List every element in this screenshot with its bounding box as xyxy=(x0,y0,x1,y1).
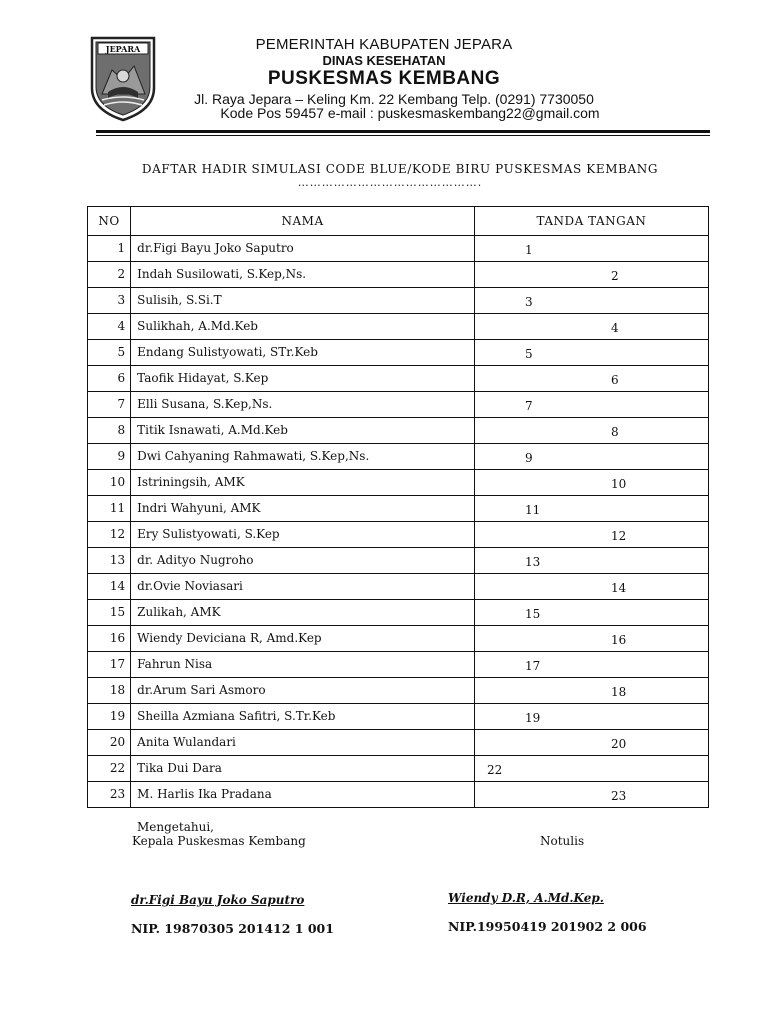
attendee-name: Taofik Hidayat, S.Kep xyxy=(131,366,475,392)
row-number: 18 xyxy=(88,678,131,704)
attendance-table-body xyxy=(88,236,709,808)
table-row xyxy=(88,574,709,600)
table-row xyxy=(88,392,709,418)
head-of-puskesmas-label: Kepala Puskesmas Kembang xyxy=(132,834,306,848)
attendee-name: Tika Dui Dara xyxy=(131,756,475,782)
header-divider-thin xyxy=(96,135,710,136)
signature-cell xyxy=(474,756,708,782)
row-number: 12 xyxy=(88,522,131,548)
signature-cell xyxy=(474,418,708,444)
attendee-name: dr.Arum Sari Asmoro xyxy=(131,678,475,704)
signature-cell xyxy=(474,652,708,678)
attendee-name: dr. Adityo Nugroho xyxy=(131,548,475,574)
row-number: 10 xyxy=(88,470,131,496)
signature-number: 13 xyxy=(524,555,541,569)
attendee-name: Elli Susana, S.Kep,Ns. xyxy=(131,392,475,418)
signature-number: 7 xyxy=(524,399,533,413)
signature-cell xyxy=(474,626,708,652)
column-header-no: NO xyxy=(88,207,131,236)
right-signatory-name: Wiendy D.R, A.Md.Kep. xyxy=(448,891,604,905)
signature-cell xyxy=(474,496,708,522)
attendee-name: dr.Figi Bayu Joko Saputro xyxy=(131,236,475,262)
attendee-name: Titik Isnawati, A.Md.Keb xyxy=(131,418,475,444)
attendee-name: Sulisih, S.Si.T xyxy=(131,288,475,314)
attendee-name: Sheilla Azmiana Safitri, S.Tr.Keb xyxy=(131,704,475,730)
table-row xyxy=(88,418,709,444)
row-number: 1 xyxy=(88,236,131,262)
header-address-line: Jl. Raya Jepara – Keling Km. 22 Kembang Telp. (0291) 7730050 xyxy=(194,91,594,107)
table-row xyxy=(88,704,709,730)
header-institution-name: PUSKESMAS KEMBANG xyxy=(267,68,501,89)
row-number: 8 xyxy=(88,418,131,444)
attendee-name: Istriningsih, AMK xyxy=(131,470,475,496)
signature-number: 19 xyxy=(524,711,541,725)
table-row xyxy=(88,470,709,496)
signature-cell xyxy=(474,392,708,418)
attendee-name: Anita Wulandari xyxy=(131,730,475,756)
signature-number: 5 xyxy=(524,347,533,361)
signature-number: 3 xyxy=(524,295,533,309)
jepara-emblem-logo xyxy=(88,36,158,122)
row-number: 13 xyxy=(88,548,131,574)
signature-number: 10 xyxy=(610,477,627,491)
signature-number: 23 xyxy=(610,789,627,803)
row-number: 23 xyxy=(88,782,131,808)
signature-cell xyxy=(474,522,708,548)
table-row xyxy=(88,600,709,626)
row-number: 20 xyxy=(88,730,131,756)
signature-number: 18 xyxy=(610,685,627,699)
signature-cell xyxy=(474,548,708,574)
signature-cell xyxy=(474,340,708,366)
table-row xyxy=(88,522,709,548)
table-row xyxy=(88,288,709,314)
table-row xyxy=(88,496,709,522)
left-signatory-nip: NIP. 19870305 201412 1 001 xyxy=(131,921,334,936)
attendee-name: M. Harlis Ika Pradana xyxy=(131,782,475,808)
row-number: 4 xyxy=(88,314,131,340)
left-signatory-name: dr.Figi Bayu Joko Saputro xyxy=(131,893,305,907)
signature-number: 9 xyxy=(524,451,533,465)
column-header-tanda-tangan: TANDA TANGAN xyxy=(474,207,708,236)
table-row xyxy=(88,652,709,678)
attendance-table xyxy=(87,206,709,808)
table-row xyxy=(88,678,709,704)
signature-cell xyxy=(474,366,708,392)
signature-number: 1 xyxy=(524,243,533,257)
row-number: 16 xyxy=(88,626,131,652)
right-signatory-nip: NIP.19950419 201902 2 006 xyxy=(448,919,647,934)
signature-cell xyxy=(474,314,708,340)
header-divider-thick xyxy=(96,130,710,133)
attendee-name: Dwi Cahyaning Rahmawati, S.Kep,Ns. xyxy=(131,444,475,470)
attendee-name: Sulikhah, A.Md.Keb xyxy=(131,314,475,340)
signature-cell xyxy=(474,704,708,730)
title-dotted-line: ………………………………………. xyxy=(297,176,483,189)
svg-text:JEPARA: JEPARA xyxy=(105,44,141,54)
row-number: 2 xyxy=(88,262,131,288)
row-number: 6 xyxy=(88,366,131,392)
note-taker-label: Notulis xyxy=(540,834,585,848)
row-number: 19 xyxy=(88,704,131,730)
signature-number: 8 xyxy=(610,425,619,439)
table-row xyxy=(88,782,709,808)
table-row xyxy=(88,366,709,392)
signature-cell xyxy=(474,730,708,756)
signature-number: 14 xyxy=(610,581,627,595)
header-government-line: PEMERINTAH KABUPATEN JEPARA xyxy=(255,36,513,53)
signature-cell xyxy=(474,470,708,496)
table-row xyxy=(88,236,709,262)
signature-number: 20 xyxy=(610,737,627,751)
signature-number: 15 xyxy=(524,607,541,621)
header-department-line: DINAS KESEHATAN xyxy=(322,53,446,68)
signature-number: 22 xyxy=(486,763,503,777)
attendee-name: dr.Ovie Noviasari xyxy=(131,574,475,600)
column-header-nama: NAMA xyxy=(131,207,475,236)
row-number: 3 xyxy=(88,288,131,314)
table-row xyxy=(88,340,709,366)
signature-cell xyxy=(474,574,708,600)
header-postal-email-line: Kode Pos 59457 e-mail : puskesmaskembang22@gmail.com xyxy=(220,105,600,121)
signature-number: 12 xyxy=(610,529,627,543)
attendee-name: Fahrun Nisa xyxy=(131,652,475,678)
table-row xyxy=(88,444,709,470)
row-number: 5 xyxy=(88,340,131,366)
signature-number: 6 xyxy=(610,373,619,387)
acknowledged-label: Mengetahui, xyxy=(137,820,214,834)
signature-number: 11 xyxy=(524,503,541,517)
attendee-name: Zulikah, AMK xyxy=(131,600,475,626)
signature-number: 16 xyxy=(610,633,627,647)
table-row xyxy=(88,548,709,574)
table-row xyxy=(88,626,709,652)
row-number: 17 xyxy=(88,652,131,678)
signature-number: 2 xyxy=(610,269,619,283)
row-number: 9 xyxy=(88,444,131,470)
signature-cell xyxy=(474,236,708,262)
signature-cell xyxy=(474,678,708,704)
row-number: 15 xyxy=(88,600,131,626)
table-row xyxy=(88,756,709,782)
signature-cell xyxy=(474,288,708,314)
attendee-name: Indri Wahyuni, AMK xyxy=(131,496,475,522)
signature-cell xyxy=(474,262,708,288)
row-number: 14 xyxy=(88,574,131,600)
attendee-name: Endang Sulistyowati, STr.Keb xyxy=(131,340,475,366)
signature-cell xyxy=(474,444,708,470)
table-row xyxy=(88,730,709,756)
signature-cell xyxy=(474,600,708,626)
document-title: DAFTAR HADIR SIMULASI CODE BLUE/KODE BIRU PUSKESMAS KEMBANG xyxy=(141,162,659,176)
table-row xyxy=(88,314,709,340)
signature-cell xyxy=(474,782,708,808)
attendee-name: Wiendy Deviciana R, Amd.Kep xyxy=(131,626,475,652)
row-number: 11 xyxy=(88,496,131,522)
signature-number: 4 xyxy=(610,321,619,335)
table-row xyxy=(88,262,709,288)
row-number: 7 xyxy=(88,392,131,418)
table-header-row xyxy=(88,207,709,236)
attendee-name: Indah Susilowati, S.Kep,Ns. xyxy=(131,262,475,288)
attendee-name: Ery Sulistyowati, S.Kep xyxy=(131,522,475,548)
signature-number: 17 xyxy=(524,659,541,673)
row-number: 22 xyxy=(88,756,131,782)
